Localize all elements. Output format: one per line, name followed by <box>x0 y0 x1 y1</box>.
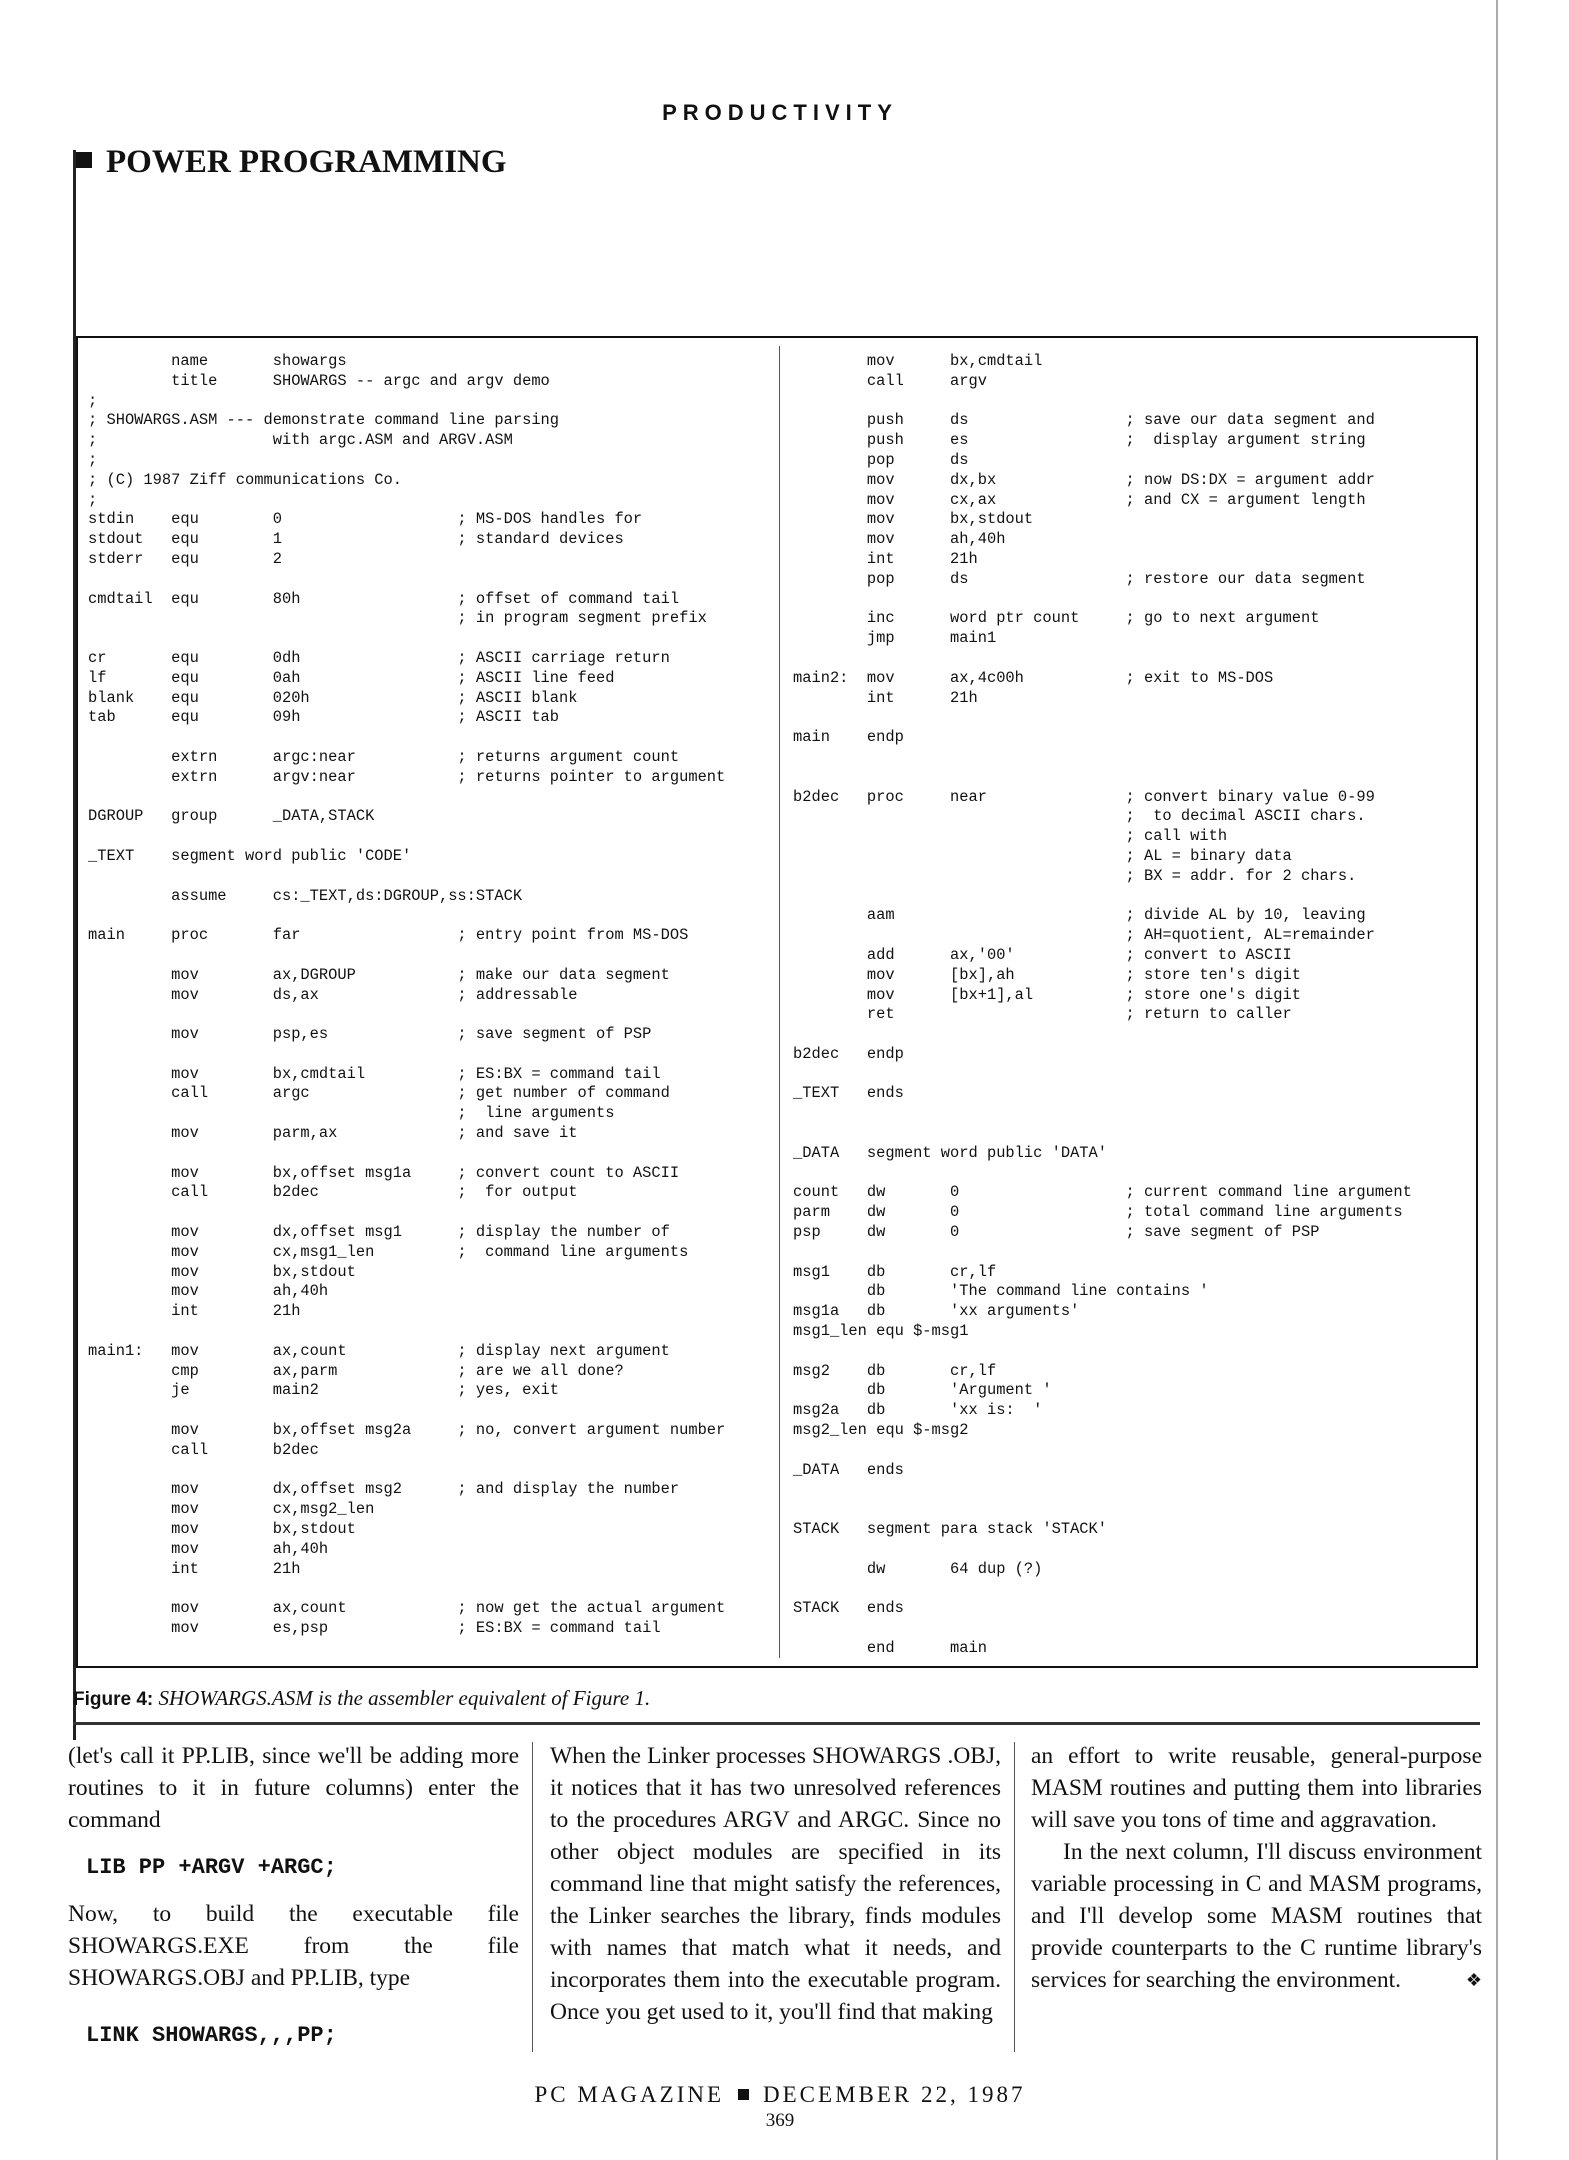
column-divider-2 <box>1014 1742 1015 2052</box>
code-divider <box>779 346 780 1658</box>
page-number: 369 <box>765 2110 795 2131</box>
section-label: PRODUCTIVITY <box>662 100 898 125</box>
article-column-1 <box>68 1740 519 2052</box>
col2-paragraph-1: When the Linker processes SHOWARGS .OBJ, it notices that it has two unresolved references to the procedures ARGV and ARGC. Since no other object modules are specified in its command line that might satisfy the references, the Linker searches the library, finds modules with names that match what it needs, and incorporates them into the executable program. Once you get used to it, you'll find that making <box>550 1743 1001 2025</box>
col1-paragraph-1: (let's call it PP.LIB, since we'll be adding more routines to it in future columns) enter the command <box>68 1743 519 1833</box>
link-command: LINK SHOWARGS,,,PP; <box>86 2023 337 2048</box>
article-column-3 <box>1031 1740 1482 1996</box>
caption-label: Figure 4: <box>73 1689 154 1710</box>
column-divider-1 <box>532 1742 533 2052</box>
heading-bullet-icon <box>76 152 92 168</box>
col3-paragraph-1: an effort to write reusable, general-purpose MASM routines and putting them into libraries will save you tons of time and aggravation. <box>1031 1743 1482 1833</box>
code-listing-right: mov bx,cmdtail call argv push ds ; save our data segment and push es ; display argument string pop ds mov dx,bx ; now DS:DX = argument addr mov cx,ax ; and CX = argument length mov bx,stdout mov ah,40h int 21h pop ds ; restore our data segment inc word ptr count ; go to next argument jmp main1 main2: mov ax,4c00h ; exit to MS-DOS int 21h main endp b2dec proc near ; convert binary value 0-99 ; to decimal ASCII chars. ; call with ; AL = binary data ; BX = addr. for 2 chars. aam ; divide AL by 10, leaving ; AH=quotient, AL=remainder add ax,'00' ; convert to ASCII mov [bx],ah ; store ten's digit mov [bx+1],al ; store one's digit ret ; return to caller b2dec endp _TEXT ends _DATA segment word public 'DATA' count dw 0 ; current command line argument parm dw 0 ; total command line arguments psp dw 0 ; save segment of PSP msg1 db cr,lf db 'The command line contains ' msg1a db 'xx arguments' msg1_len equ $-msg1 msg2 db cr,lf db 'Argument ' msg2a db 'xx is: ' msg2_len equ $-msg2 _DATA ends STACK segment para stack 'STACK' dw 64 dup (?) STACK ends end main <box>793 352 1412 1657</box>
caption-rule <box>73 1722 1480 1725</box>
col3-paragraph-2-text: In the next column, I'll discuss environment variable processing in C and MASM programs, and I'll develop some MASM routines that provide counterparts to the C runtime library's services for searching the environment. <box>1031 1839 1482 1993</box>
col3-paragraph-2 <box>1031 1836 1482 1996</box>
page-footer <box>0 2082 1560 2108</box>
heading-text: POWER PROGRAMMING <box>106 144 507 180</box>
page-heading <box>76 144 507 181</box>
page-edge-rule <box>1496 0 1498 2160</box>
figure-caption <box>73 1686 650 1711</box>
footer-square-icon <box>738 2089 749 2100</box>
col1-paragraph-2: Now, to build the executable file SHOWARGS.EXE from the file SHOWARGS.OBJ and PP.LIB, type <box>68 1901 519 1991</box>
end-mark-icon: ❖ <box>1465 1970 1482 1990</box>
caption-text: SHOWARGS.ASM is the assembler equivalent of Figure 1. <box>158 1686 651 1710</box>
footer-publication: PC MAGAZINE <box>534 2082 725 2107</box>
footer-date: DECEMBER 22, 1987 <box>763 2082 1026 2107</box>
lib-command: LIB PP +ARGV +ARGC; <box>86 1855 337 1880</box>
article-column-2 <box>550 1740 1001 2028</box>
code-listing-left: name showargs title SHOWARGS -- argc and argv demo ; ; SHOWARGS.ASM --- demonstrate command line parsing ; with argc.ASM and ARGV.ASM ; ; (C) 1987 Ziff communications Co. ; stdin equ 0 ; MS-DOS handles for stdout equ 1 ; standard devices stderr equ 2 cmdtail equ 80h ; offset of command tail ; in program segment prefix cr equ 0dh ; ASCII carriage return lf equ 0ah ; ASCII line feed blank equ 020h ; ASCII blank tab equ 09h ; ASCII tab extrn argc:near ; returns argument count extrn argv:near ; returns pointer to argument DGROUP group _DATA,STACK _TEXT segment word public 'CODE' assume cs:_TEXT,ds:DGROUP,ss:STACK main proc far ; entry point from MS-DOS mov ax,DGROUP ; make our data segment mov ds,ax ; addressable mov psp,es ; save segment of PSP mov bx,cmdtail ; ES:BX = command tail call argc ; get number of command ; line arguments mov parm,ax ; and save it mov bx,offset msg1a ; convert count to ASCII call b2dec ; for output mov dx,offset msg1 ; display the number of mov cx,msg1_len ; command line arguments mov bx,stdout mov ah,40h int 21h main1: mov ax,count ; display next argument cmp ax,parm ; are we all done? je main2 ; yes, exit mov bx,offset msg2a ; no, convert argument number call b2dec mov dx,offset msg2 ; and display the number mov cx,msg2_len mov bx,stdout mov ah,40h int 21h mov ax,count ; now get the actual argument mov es,psp ; ES:BX = command tail <box>88 352 726 1637</box>
